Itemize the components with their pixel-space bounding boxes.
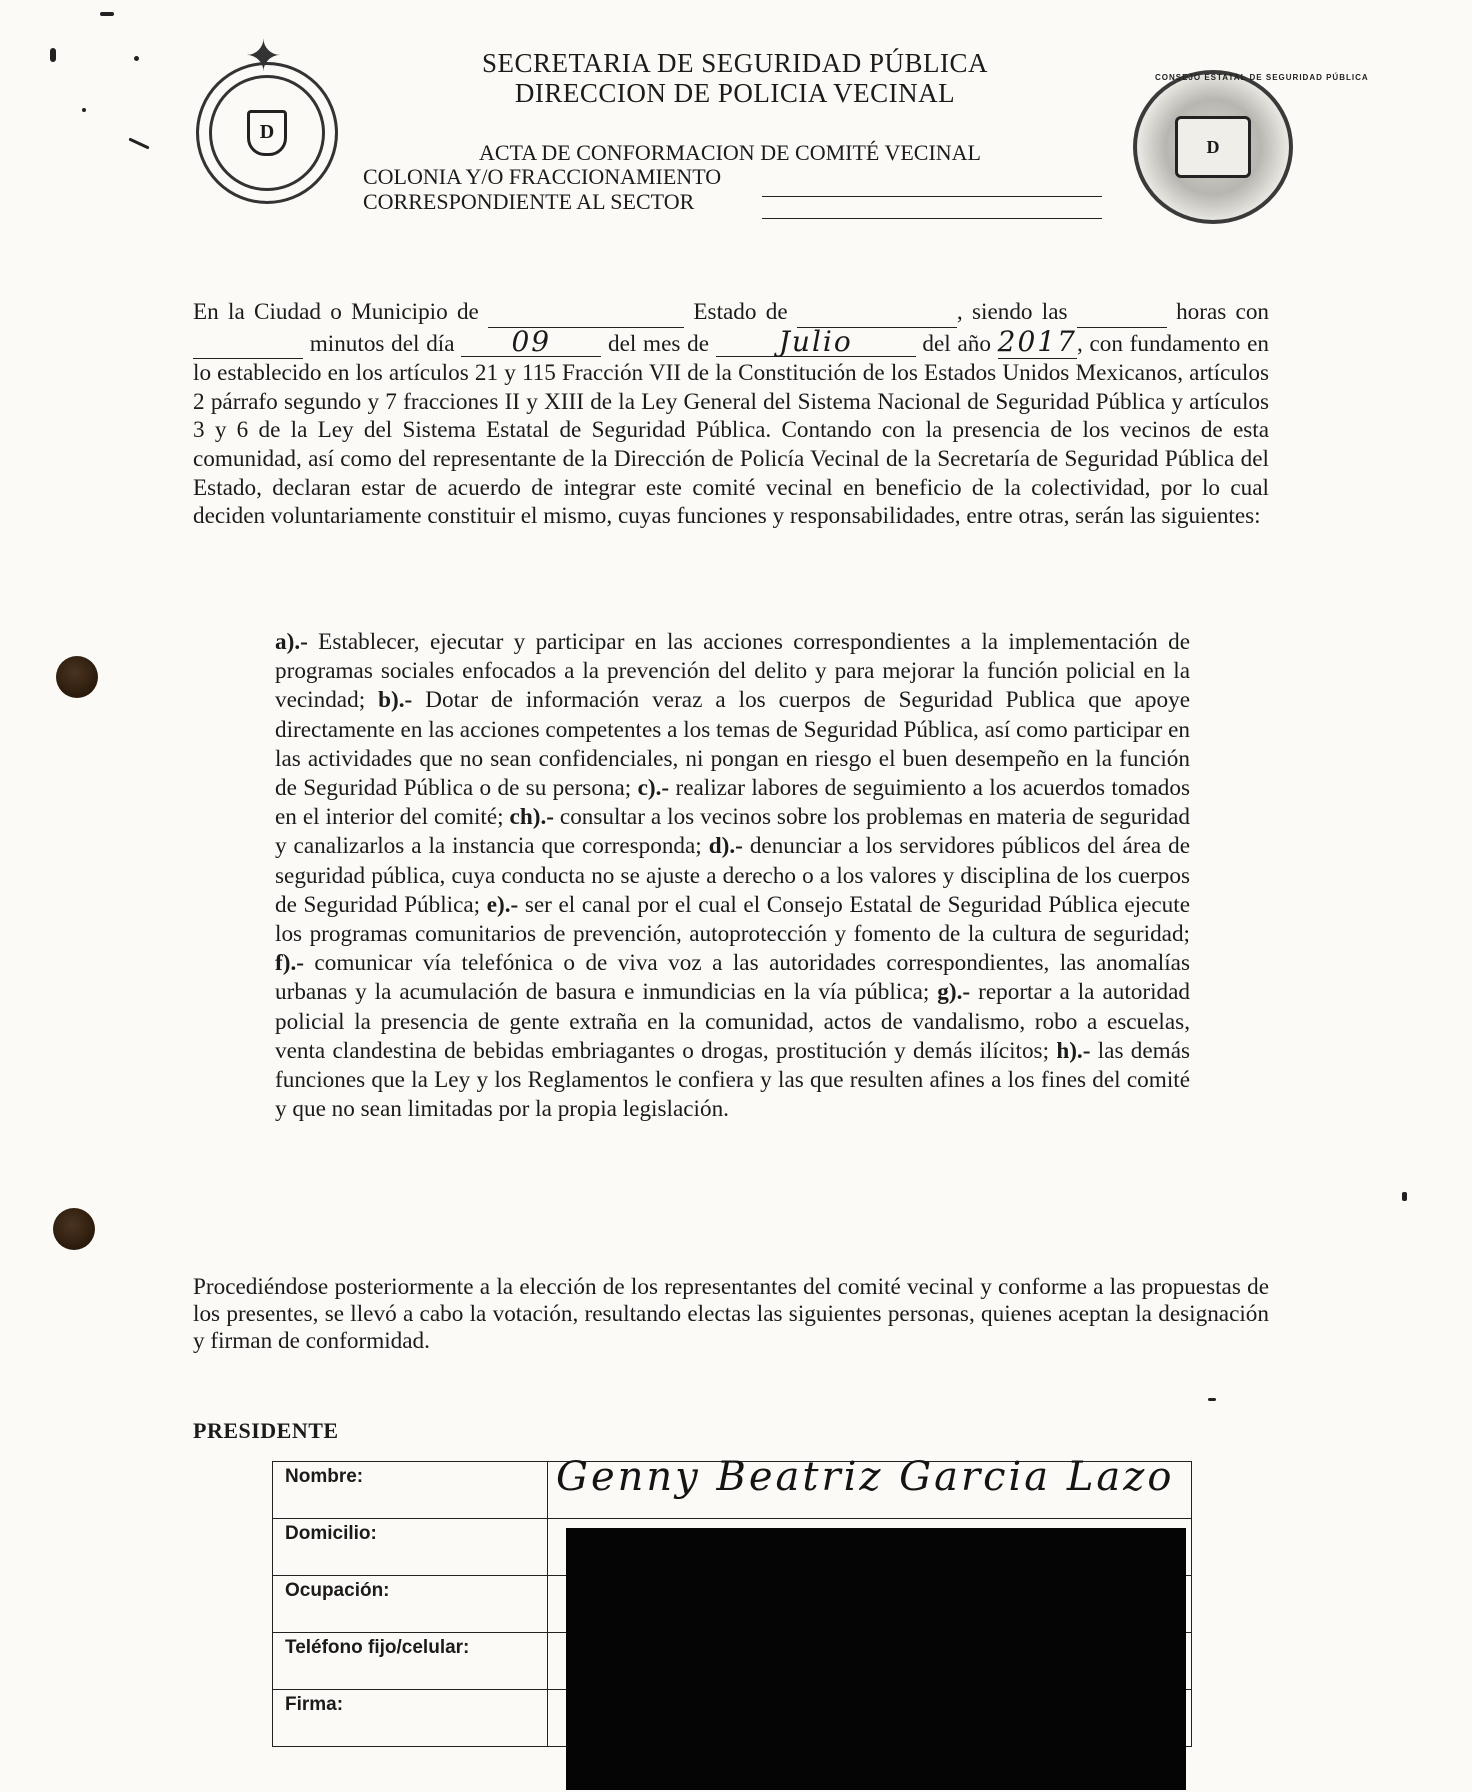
punch-hole — [53, 1208, 95, 1250]
function-letter: a).- — [275, 629, 308, 655]
colonia-blank — [762, 196, 1102, 197]
functions-list — [275, 628, 1190, 1124]
intro-text: del mes de — [607, 330, 709, 357]
intro-text: En la Ciudad o Municipio de — [193, 299, 479, 325]
sector-label: CORRESPONDIENTE AL SECTOR — [363, 189, 695, 214]
nombre-label: Nombre: — [273, 1462, 548, 1519]
star-icon: ✦ — [245, 31, 282, 82]
header-line-1: SECRETARIA DE SEGURIDAD PÚBLICA — [481, 48, 989, 78]
punch-hole — [56, 656, 98, 698]
president-title: PRESIDENTE — [193, 1418, 339, 1443]
function-text: las demás funciones que la Ley y los Reglamentos le confiera y las que resulten afines a los fines del comité y que no sean limitadas por la propia legislación. — [275, 1037, 1191, 1123]
ocupacion-label: Ocupación: — [273, 1576, 548, 1633]
month-handwritten: Julio — [716, 328, 916, 358]
domicilio-label: Domicilio: — [273, 1519, 548, 1576]
telefono-label: Teléfono fijo/celular: — [273, 1633, 548, 1690]
function-text: reportar a la autoridad policial la presencia de gente extraña en la comunidad, actos de vandalismo, robo a escuelas, venta clandestina de bebidas embriagantes o drogas, prostitución y demás ilícitos; — [275, 979, 1191, 1064]
colonia-label: COLONIA Y/O FRACCIONAMIENTO — [363, 164, 722, 189]
intro-text: del año — [922, 330, 991, 357]
function-text: Dotar de información veraz a los cuerpos de Seguridad Publica que apoye directamente en las acciones competentes a los temas de Seguridad Pública, así como participar en las actividades que no sean confidenciales, ni pongan en riesgo el buen desempeño en la función de Seguridad Pública o de su persona; — [275, 687, 1191, 802]
scan-speck — [100, 12, 114, 16]
intro-text: minutos del día — [309, 330, 455, 357]
intro-paragraph — [193, 298, 1269, 531]
function-letter: h).- — [1056, 1037, 1091, 1064]
hora-blank — [1077, 298, 1167, 328]
firma-label: Firma: — [273, 1690, 548, 1747]
scan-speck — [50, 48, 56, 62]
function-letter: d).- — [708, 833, 743, 860]
function-text: ser el canal por el cual el Consejo Estatal de Seguridad Pública ejecute los programas comunitarios de prevención, autoprotección y fomento de la cultura de seguridad; — [275, 891, 1190, 948]
shield-icon: D — [247, 110, 287, 156]
day-handwritten: 09 — [461, 328, 601, 358]
intro-text: , siendo las — [956, 299, 1068, 325]
header-line-2: DIRECCION DE POLICIA VECINAL — [514, 78, 956, 108]
scan-speck — [1208, 1398, 1216, 1401]
police-emblem-seal — [196, 31, 338, 204]
stamp-emblem: D — [1175, 116, 1251, 178]
redaction-block — [566, 1528, 1186, 1790]
election-paragraph: Procediéndose posteriormente a la elección de los representantes del comité vecinal y conforme a las propuestas de los presentes, se llevó a cabo la votación, resultando electas las siguientes personas, quienes aceptan la designación y firman de conformidad. — [193, 1274, 1269, 1354]
function-letter: e).- — [486, 891, 519, 918]
intro-text: horas con — [1176, 299, 1270, 325]
intro-text: Estado de — [693, 299, 788, 325]
scan-speck — [128, 137, 149, 149]
function-text: consultar a los vecinos sobre los problemas en materia de seguridad y canalizarlos a la instancia que corresponda; — [275, 804, 1190, 860]
scan-speck — [82, 108, 86, 112]
function-text: realizar labores de seguimiento a los acuerdos tomados en el interior del comité; — [275, 775, 1190, 831]
intro-text: , con fundamento en lo establecido en los artículos 21 y 115 Fracción VII de la Constitución de los Estados Unidos Mexicanos, artículos 2 párrafo segundo y 7 fracciones II y XIII de la Ley General del Sistema Nacional de Seguridad Pública y artículos 3 y 6 de la Ley del Sistema Estatal de Seguridad Pública. Contando con la presencia de los vecinos de esta comunidad, así como del representante de la Dirección de Policía Vecinal de la Secretaría de Seguridad Pública del Estado, declaran estar de acuerdo de integrar este comité vecinal en beneficio de la colectividad, por lo cual deciden voluntariamente constituir el mismo, cuyas funciones y responsabilidades, entre otras, serán las siguientes: — [193, 330, 1270, 530]
header-title — [440, 48, 1030, 108]
minutos-blank — [193, 330, 303, 360]
estado-blank — [797, 298, 957, 328]
year-handwritten: 2017 — [997, 324, 1077, 358]
stamp-ring-text: CONSEJO ESTATAL DE SEGURIDAD PÚBLICA — [1155, 73, 1369, 82]
function-text: denunciar a los servidores públicos del área de seguridad pública, cuya conducta no se ajuste a derecho o a los valores y disciplina de los cuerpos de Seguridad Pública; — [275, 833, 1190, 918]
function-letter: g).- — [937, 979, 971, 1006]
function-letter: ch).- — [509, 804, 554, 831]
president-name-handwritten: Genny Beatriz Garcia Lazo — [556, 1454, 1175, 1500]
sector-blank — [762, 218, 1102, 219]
municipio-blank — [488, 298, 684, 328]
function-letter: b).- — [378, 687, 413, 714]
function-text: Establecer, ejecutar y participar en las acciones correspondientes a la implementación de programas sociales enfocados a la prevención del delito y para mejorar la función policial en la vecindad; — [275, 629, 1190, 714]
function-letter: c).- — [637, 775, 670, 802]
scan-speck — [1402, 1192, 1407, 1201]
function-text: comunicar vía telefónica o de viva voz a las autoridades correspondientes, las anomalías urbanas y la acumulación de basura e inmundicias en la vía pública; — [275, 950, 1190, 1006]
consejo-estatal-stamp — [1133, 70, 1369, 224]
scan-speck — [134, 56, 139, 61]
function-letter: f).- — [275, 950, 304, 977]
acta-title: ACTA DE CONFORMACION DE COMITÉ VECINAL — [478, 140, 981, 165]
